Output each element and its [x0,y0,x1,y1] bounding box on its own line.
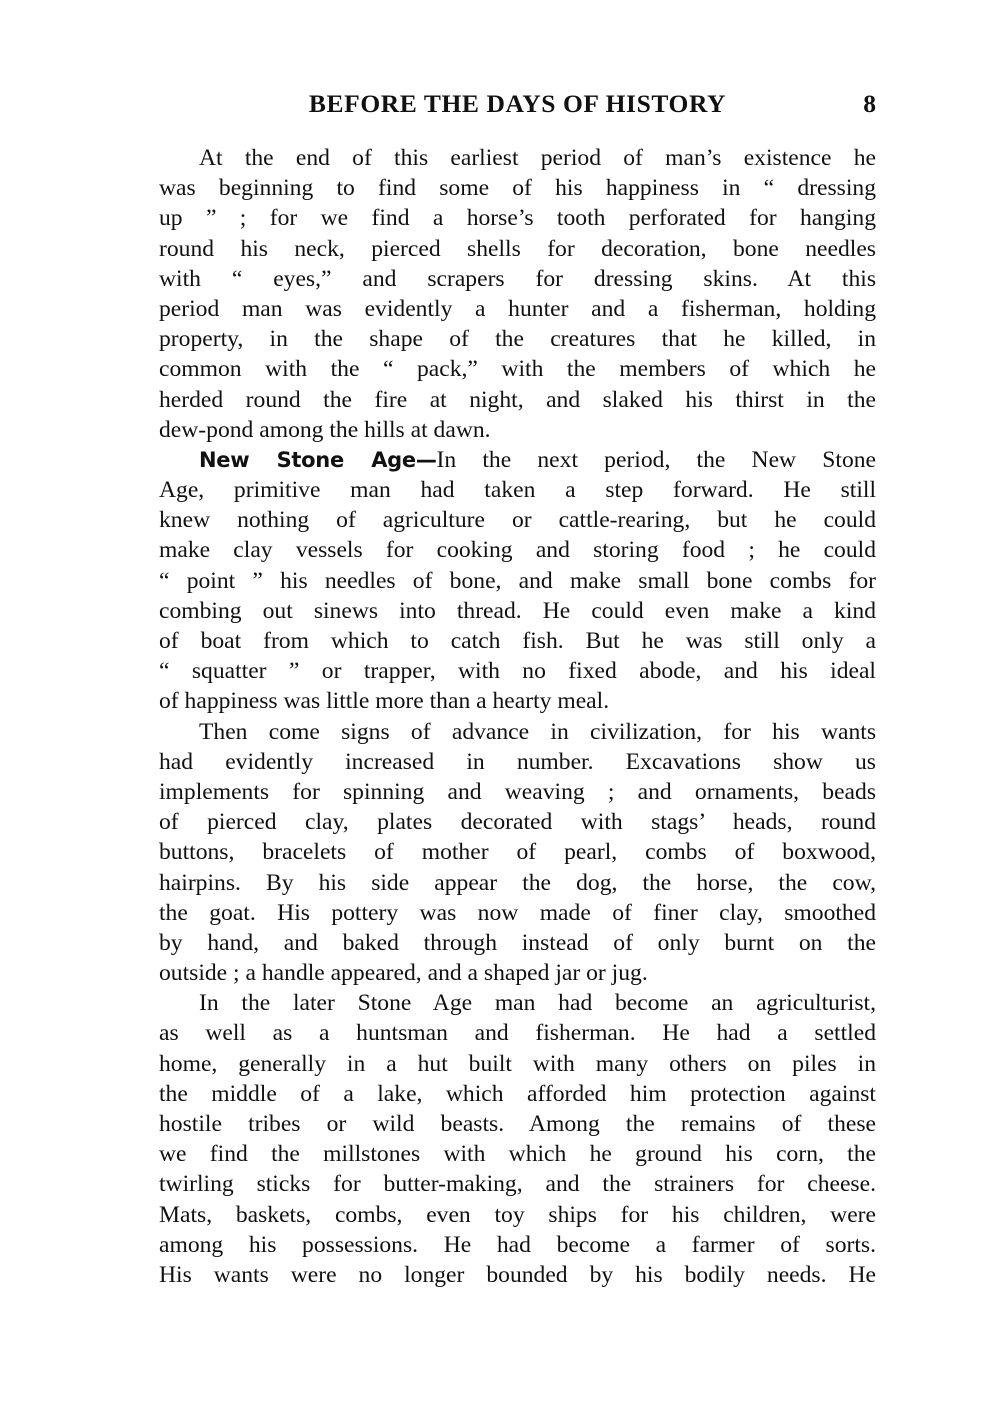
text-line: “ squatter ” or trapper, with no fixed abode, and his ideal [159,658,876,685]
text-line: Then come signs of advance in civilization, for his wants [199,718,876,745]
text-line: implements for spinning and weaving ; and ornaments, beads [159,778,876,805]
text-line: knew nothing of agriculture or cattle-rearing, but he could [159,507,876,534]
text-line: we find the millstones with which he ground his corn, the [159,1141,876,1168]
paragraph [159,445,876,717]
text-line-rest: In the next period, the New Stone [436,446,877,473]
text-line: the middle of a lake, which afforded him protection against [159,1080,876,1107]
text-line: In the later Stone Age man had become an agriculturist, [199,990,876,1017]
paragraph [159,143,876,445]
text-line: At the end of this earliest period of man’s existence he [199,145,876,171]
text-line: by hand, and baked through instead of only burnt on the [159,929,876,956]
text-line: Age, primitive man had taken a step forward. He still [159,477,876,504]
text-line: of happiness was little more than a hearty meal. [159,688,610,715]
text-line: was beginning to find some of his happiness in “ dressing [159,175,876,202]
text-line: among his possessions. He had become a farmer of sorts. [159,1231,876,1258]
running-header [159,86,876,122]
text-line: as well as a huntsman and fisherman. He had a settled [159,1020,876,1047]
running-title: BEFORE THE DAYS OF HISTORY [308,89,727,118]
paragraph [159,717,876,989]
text-line: of boat from which to catch fish. But he was still only a [159,628,876,654]
text-line: with “ eyes,” and scrapers for dressing skins. At this [159,265,876,292]
paragraph [159,988,876,1290]
text-line: hairpins. By his side appear the dog, the horse, the cow, [159,869,876,896]
text-line: period man was evidently a hunter and a fisherman, holding [159,295,876,322]
text-line: round his neck, pierced shells for decoration, bone needles [159,235,876,262]
text-line: hostile tribes or wild beasts. Among the remains of these [159,1111,876,1137]
text-line: home, generally in a hut built with many others on piles in [159,1050,876,1077]
text-line: outside ; a handle appeared, and a shaped jar or jug. [159,960,648,987]
text-line: combing out sinews into thread. He could even make a kind [159,597,876,624]
page-number: 8 [863,89,876,118]
text-line: common with the “ pack,” with the members of which he [159,356,876,383]
text-line: His wants were no longer bounded by his bodily needs. He [159,1261,876,1288]
text-line: “ point ” his needles of bone, and make small bone combs for [159,567,876,594]
text-line: herded round the fire at night, and slaked his thirst in the [159,386,876,413]
text-line: Mats, baskets, combs, even toy ships for his children, were [159,1201,876,1228]
text-line: up ” ; for we find a horse’s tooth perforated for hanging [159,205,876,232]
text-line: twirling sticks for butter-making, and the strainers for cheese. [159,1171,876,1198]
text-line: had evidently increased in number. Excavations show us [159,748,876,775]
body-text [159,143,876,1290]
text-line: of pierced clay, plates decorated with stags’ heads, round [159,809,876,836]
text-line: the goat. His pottery was now made of finer clay, smoothed [159,899,876,926]
text-line: buttons, bracelets of mother of pearl, combs of boxwood, [159,839,876,866]
text-line: property, in the shape of the creatures that he killed, in [159,326,876,353]
text-line: dew-pond among the hills at dawn. [159,416,491,443]
text-line [159,445,876,475]
section-heading: New Stone Age— [199,447,437,472]
text-line: make clay vessels for cooking and storing food ; he could [159,537,876,564]
